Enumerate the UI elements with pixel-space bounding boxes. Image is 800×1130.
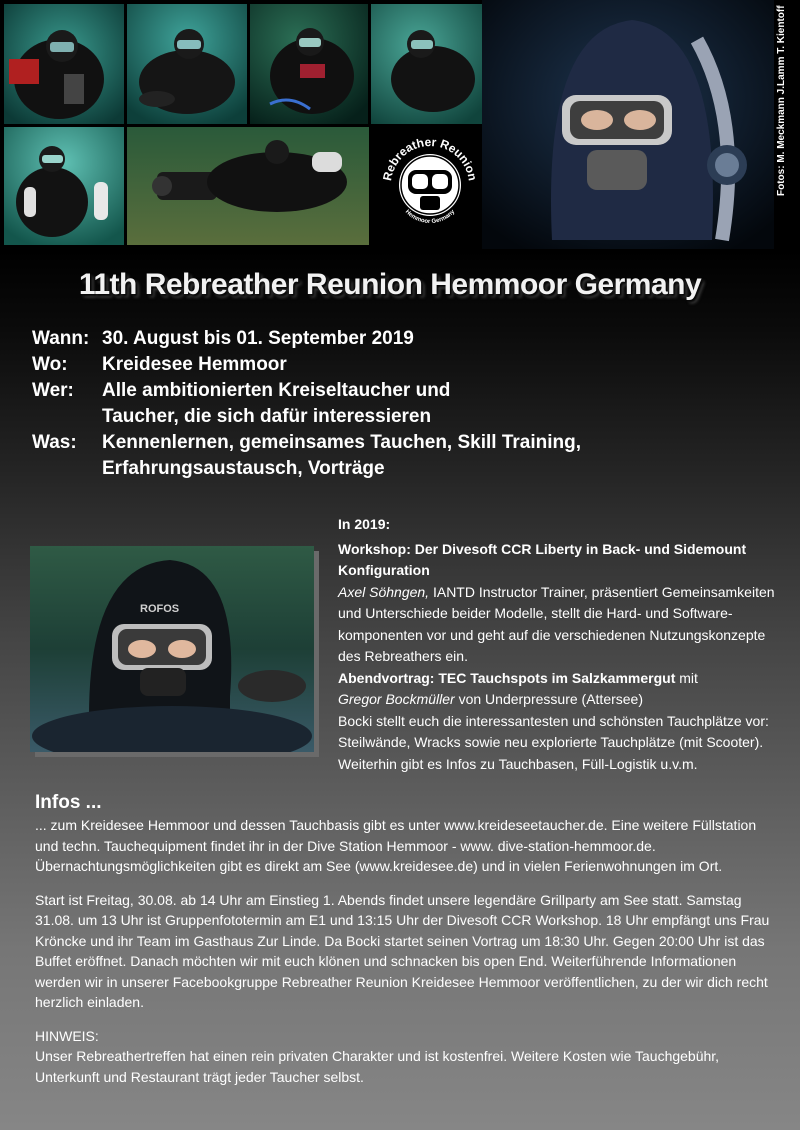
diver-photo-6 — [127, 127, 369, 245]
diver-photo-2 — [127, 4, 247, 124]
label-empty — [32, 404, 102, 430]
diver-portrait-photo — [482, 0, 774, 249]
workshop-title: Workshop: Der Divesoft CCR Liberty in Back- und Sidemount Konfiguration — [338, 540, 747, 578]
rebreather-reunion-logo — [375, 130, 485, 240]
label-empty-2 — [32, 456, 102, 482]
workshop-description — [338, 582, 788, 668]
talk-speaker-line — [338, 689, 788, 711]
facts-row-when — [32, 326, 581, 352]
infos-paragraph-1: ... zum Kreidesee Hemmoor und dessen Tauchbasis gibt es unter www.kreideseetaucher.de. Eine weitere Füllstation und techn. Tauchequipment findet ihr in der Dive Station Hemmoor - www. dive-station-hemmoor.de. Übernachtungsmöglichkeiten gibt es direkt am See (www.kreidesee.de) und in vielen Ferienwohnungen im Ort. — [35, 817, 757, 874]
hinweis-text: Unser Rebreathertreffen hat einen rein privaten Charakter und ist kostenfrei. Weitere Kosten wie Tauchgebühr, Unterkunft und Restaurant trägt jeder Taucher selbst. — [35, 1048, 720, 1085]
diver-photo-3 — [250, 4, 368, 124]
label-when: Wann: — [32, 328, 90, 349]
talk-speaker-suffix: von Underpressure (Attersee) — [454, 691, 644, 707]
facts-row-what-2 — [32, 456, 581, 482]
diver-photo-4 — [371, 4, 489, 124]
value-what: Kennenlernen, gemeinsames Tauchen, Skill Training, — [102, 432, 582, 453]
svg-text:Rebreather Reunion: Rebreather Reunion — [380, 134, 480, 182]
facts-row-what — [32, 430, 581, 456]
facts-row-where — [32, 352, 581, 378]
infos-paragraph-2: Start ist Freitag, 30.08. ab 14 Uhr am Einstieg 1. Abends findet unsere legendäre Grillparty am See statt. Samstag 31.08. um 13 Uhr ist Gruppenfototermin am E1 und 13:15 Uhr der Divesoft CCR Workshop. 18 Uhr empfängt uns Frau Kröncke und ihr Team im Gasthaus Zur Linde. Da Bocki startet seinen Vortrag um 18:30 Uhr. Gegen 20:00 Uhr ist das Buffet eröffnet. Danach möchten wir mit euch klönen und schnacken bis open End. Weiterführende Informationen werden wir in unserer Facebookgruppe Rebreather Reunion Kreidesee Hemmoor veröffentlichen, zu der wir dich recht herzlich einladen. — [35, 891, 770, 1010]
value-who-2: Taucher, die sich dafür interessieren — [102, 406, 432, 427]
talk-title-suffix: mit — [675, 669, 698, 686]
talk-heading — [338, 668, 788, 690]
infos-section — [35, 815, 775, 1087]
workshop-speaker: Axel Söhngen, — [338, 583, 430, 600]
label-where: Wo: — [32, 354, 68, 375]
diver-photo-1 — [4, 4, 124, 124]
talk-title: Abendvortrag: TEC Tauchspots im Salzkammergut — [338, 669, 676, 686]
helmet-brand-text: ROFOS — [140, 603, 180, 615]
facts-row-who — [32, 378, 581, 404]
diver-in-water-photo — [30, 546, 314, 752]
value-where: Kreidesee Hemmoor — [102, 354, 287, 375]
diver-photo-5 — [4, 127, 124, 245]
facts-row-who-2 — [32, 404, 581, 430]
program-year-heading: In 2019: — [338, 516, 391, 532]
talk-speaker: Gregor Bockmüller — [338, 691, 455, 707]
hinweis-label: HINWEIS: — [35, 1027, 99, 1044]
workshop-text: IANTD Instructor Trainer, präsentiert Gemeinsamkeiten und Unterschiede beider Modelle, stellt die Hard- und Software-komponenten vor und geht auf die verschiedenen Nutzungskonzepte des Rebreathers ein. — [338, 583, 775, 664]
page-title: 11th Rebreather Reunion Hemmoor Germany — [78, 268, 702, 301]
photo-credit: Fotos: M. Meckmann J.Lamm T. Kientoff — [776, 5, 787, 196]
value-what-2: Erfahrungsaustausch, Vorträge — [102, 458, 385, 479]
value-who: Alle ambitionierten Kreiseltaucher und — [102, 380, 451, 401]
event-facts — [32, 326, 581, 482]
program-section — [338, 514, 788, 775]
label-who: Wer: — [32, 380, 74, 401]
infos-heading: Infos ... — [35, 792, 102, 813]
label-what: Was: — [32, 432, 77, 453]
talk-description: Bocki stellt euch die interessantesten und schönsten Tauchplätze vor: Steilwände, Wracks sowie neu explorierte Tauchplätze (mit Scooter). Weiterhin gibt es Infos zu Tauchbasen, Füll-Logistik u.v.m. — [338, 712, 769, 772]
svg-text:Hemmoor Germany: Hemmoor Germany — [403, 209, 457, 226]
value-when: 30. August bis 01. September 2019 — [102, 328, 414, 349]
